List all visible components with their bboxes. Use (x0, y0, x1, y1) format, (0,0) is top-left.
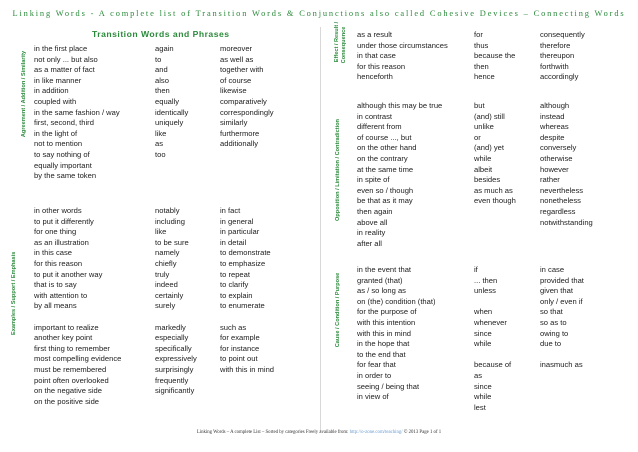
list-item: uniquely (155, 118, 184, 128)
list-item: then (155, 86, 170, 96)
list-item: with attention to (34, 290, 88, 300)
document-header: Linking Words - A complete list of Transition Words & Conjunctions also called Cohesive Devices – Connecting Words (12, 9, 626, 18)
list-item: in the first place (34, 44, 88, 53)
list-item: on the other hand (357, 143, 417, 153)
opposition-col-2 (474, 101, 516, 207)
list-item: when (474, 307, 493, 317)
list-item (34, 312, 121, 323)
list-item: at the same time (357, 164, 414, 174)
list-item: notwithstanding (540, 217, 593, 227)
list-item: although this may be true (357, 101, 443, 110)
list-item: therefore (540, 40, 571, 50)
list-item: similarly (220, 118, 248, 128)
list-item: too (155, 149, 166, 159)
list-item: most compelling evidence (34, 354, 122, 364)
list-item: nonetheless (540, 196, 581, 206)
list-item: as a matter of fact (34, 65, 95, 75)
list-item: on the contrary (357, 153, 408, 163)
list-item: seeing / being that (357, 381, 420, 391)
list-item: first, second, third (34, 118, 94, 128)
list-item: since (474, 328, 492, 338)
list-item: equally important (34, 160, 92, 170)
section-label-effect-1: Effect / Result / (334, 21, 340, 63)
list-item: additionally (220, 139, 258, 149)
list-item: then again (357, 206, 393, 216)
list-item: coupled with (34, 96, 77, 106)
list-item: in view of (357, 392, 389, 402)
list-item: consequently (540, 30, 585, 39)
list-item: thereupon (540, 51, 575, 61)
list-item: under those circumstances (357, 40, 448, 50)
list-item: not to mention (34, 139, 83, 149)
opposition-col-1 (357, 101, 442, 249)
list-item: point often overlooked (34, 375, 109, 385)
section-label-effect-2: Consequence (341, 26, 347, 64)
list-item: to the end that (357, 349, 406, 359)
cause-col-1 (357, 265, 436, 403)
list-item: to put it another way (34, 269, 103, 279)
list-item: with this in mind (220, 364, 275, 374)
list-item: (and) yet (474, 143, 504, 153)
list-item: for fear that (357, 360, 396, 370)
list-item: in spite of (357, 175, 390, 185)
list-item: as well as (220, 54, 254, 64)
list-item: in case (540, 265, 565, 274)
agreement-col-3 (220, 44, 274, 150)
list-item: instead (540, 111, 565, 121)
list-item: in fact (220, 206, 241, 215)
list-item: even so / though (357, 185, 414, 195)
list-item: notably (155, 206, 180, 215)
list-item: in reality (357, 228, 386, 238)
list-item (474, 350, 511, 361)
list-item: including (155, 216, 185, 226)
examples-col-3 (220, 206, 274, 376)
list-item: if (474, 265, 478, 274)
list-item: in detail (220, 237, 247, 247)
list-item: in general (220, 216, 254, 226)
examples-col-1 (34, 206, 121, 407)
list-item: markedly (155, 322, 186, 332)
list-item: different from (357, 122, 402, 132)
list-item: to (155, 54, 162, 64)
list-item: granted (that) (357, 275, 403, 285)
list-item: another key point (34, 333, 93, 343)
list-item: to explain (220, 290, 253, 300)
effect-col-3 (540, 30, 585, 83)
list-item: however (540, 164, 569, 174)
list-item (474, 297, 511, 308)
list-item: albeit (474, 164, 493, 174)
list-item: besides (474, 175, 501, 185)
opposition-col-3 (540, 101, 593, 228)
list-item: to repeat (220, 269, 250, 279)
list-item: on the positive side (34, 396, 100, 406)
section-label-opposition: Opposition / Limitation / Contradiction (335, 119, 341, 221)
section-label-agreement: Agreement / Addition / Similarity (21, 50, 27, 138)
list-item (155, 312, 197, 323)
list-item: to say nothing of (34, 149, 90, 159)
list-item: in the light of (34, 128, 78, 138)
list-item: important to realize (34, 322, 99, 332)
list-item: for instance (220, 343, 260, 353)
list-item: regardless (540, 206, 576, 216)
effect-col-1 (357, 30, 448, 83)
list-item: equally (155, 96, 180, 106)
list-item: like (155, 227, 167, 237)
list-item: hence (474, 72, 495, 82)
list-item: and (155, 65, 168, 75)
list-item: provided that (540, 275, 584, 285)
list-item: in the hope that (357, 339, 410, 349)
list-item: of course ..., but (357, 132, 412, 142)
list-item: henceforth (357, 72, 393, 82)
list-item: with this intention (357, 317, 416, 327)
list-item: on the negative side (34, 386, 102, 396)
page-title: Transition Words and Phrases (92, 29, 230, 39)
list-item: because of (474, 360, 512, 370)
list-item: by the same token (34, 171, 97, 181)
list-item: must be remembered (34, 364, 107, 374)
section-label-examples: Examples / Support / Emphasis (11, 251, 17, 335)
list-item: nevertheless (540, 185, 584, 195)
list-item: after all (357, 238, 382, 248)
list-item: be that as it may (357, 196, 413, 206)
list-item: while (474, 339, 492, 349)
list-item: surely (155, 301, 176, 311)
list-item (220, 312, 274, 323)
list-item: or (474, 132, 481, 142)
list-item: above all (357, 217, 388, 227)
list-item: indeed (155, 280, 178, 290)
section-label-cause: Cause / Condition / Purpose (335, 272, 341, 348)
footer-text: Linking Words – A complete List – Sorted by categories Freely available from: (196, 430, 349, 435)
list-item: for (474, 30, 483, 39)
list-item: again (155, 44, 174, 53)
list-item: as (155, 139, 164, 149)
list-item: to clarify (220, 280, 249, 290)
list-item: only / even if (540, 296, 583, 306)
list-item: unlike (474, 122, 494, 132)
column-divider (320, 27, 321, 432)
list-item: in particular (220, 227, 260, 237)
list-item: specifically (155, 343, 192, 353)
list-item: conversely (540, 143, 577, 153)
list-item: in like manner (34, 75, 82, 85)
list-item: in order to (357, 370, 392, 380)
footer-link[interactable]: http://o-zone.com/teaching/ (349, 430, 403, 435)
footer-copyright: © 2013 Page 1 of 1 (403, 430, 442, 435)
list-item: namely (155, 248, 180, 258)
list-item: for this reason (34, 258, 83, 268)
list-item: together with (220, 65, 264, 75)
list-item: to enumerate (220, 301, 265, 311)
list-item: that is to say (34, 280, 77, 290)
list-item: truly (155, 269, 170, 279)
list-item: unless (474, 286, 496, 296)
list-item: surprisingly (155, 364, 194, 374)
list-item: in that case (357, 51, 396, 61)
agreement-col-2 (155, 44, 188, 161)
list-item: likewise (220, 86, 247, 96)
list-item: in addition (34, 86, 69, 96)
list-item: for example (220, 333, 260, 343)
cause-col-3 (540, 265, 584, 371)
list-item: like (155, 128, 167, 138)
list-item: to put it differently (34, 216, 94, 226)
list-item: in the event that (357, 265, 412, 274)
list-item: for one thing (34, 227, 77, 237)
list-item: to emphasize (220, 258, 266, 268)
list-item: given that (540, 286, 573, 296)
list-item: comparatively (220, 96, 267, 106)
list-item: to point out (220, 354, 258, 364)
list-item: for this reason (357, 61, 406, 71)
list-item: even though (474, 196, 516, 206)
list-item: as much as (474, 185, 513, 195)
list-item: so that (540, 307, 563, 317)
list-item: but (474, 101, 485, 110)
list-item: by all means (34, 301, 77, 311)
list-item (540, 350, 584, 361)
list-item: furthermore (220, 128, 260, 138)
list-item: rather (540, 175, 560, 185)
list-item: especially (155, 333, 189, 343)
list-item: while (474, 392, 492, 402)
cause-col-2 (474, 265, 511, 413)
list-item: also (155, 75, 169, 85)
list-item: forthwith (540, 61, 569, 71)
page-footer (0, 430, 638, 435)
list-item: on (the) condition (that) (357, 296, 436, 306)
list-item: whenever (474, 317, 507, 327)
list-item: not only ... but also (34, 54, 98, 64)
list-item: frequently (155, 375, 189, 385)
list-item: accordingly (540, 72, 579, 82)
list-item: such as (220, 322, 247, 332)
list-item: to be sure (155, 237, 189, 247)
list-item: as a result (357, 30, 393, 39)
list-item: because the (474, 51, 516, 61)
list-item: then (474, 61, 489, 71)
list-item: for the purpose of (357, 307, 417, 317)
list-item: identically (155, 107, 189, 117)
list-item: owing to (540, 328, 569, 338)
list-item: in other words (34, 206, 82, 215)
list-item: otherwise (540, 153, 573, 163)
list-item: significantly (155, 386, 195, 396)
list-item: chiefly (155, 258, 177, 268)
list-item: inasmuch as (540, 360, 583, 370)
list-item: to demonstrate (220, 248, 271, 258)
list-item: in this case (34, 248, 72, 258)
list-item: despite (540, 132, 565, 142)
list-item: ... then (474, 275, 498, 285)
list-item: while (474, 153, 492, 163)
list-item: expressively (155, 354, 197, 364)
list-item: (and) still (474, 111, 505, 121)
list-item: as (474, 370, 483, 380)
list-item: first thing to remember (34, 343, 110, 353)
list-item: moreover (220, 44, 253, 53)
list-item: in the same fashion / way (34, 107, 120, 117)
effect-col-2 (474, 30, 515, 83)
list-item: in contrast (357, 111, 393, 121)
examples-col-2 (155, 206, 197, 397)
list-item: thus (474, 40, 489, 50)
list-item: so as to (540, 317, 567, 327)
agreement-col-1 (34, 44, 120, 182)
list-item: with this in mind (357, 328, 412, 338)
list-item: correspondingly (220, 107, 274, 117)
list-item: certainly (155, 290, 184, 300)
list-item: as / so long as (357, 286, 406, 296)
list-item: of course (220, 75, 252, 85)
list-item: since (474, 381, 492, 391)
list-item: whereas (540, 122, 569, 132)
list-item: although (540, 101, 570, 110)
list-item: lest (474, 402, 486, 412)
list-item: due to (540, 339, 562, 349)
list-item: as an illustration (34, 237, 89, 247)
